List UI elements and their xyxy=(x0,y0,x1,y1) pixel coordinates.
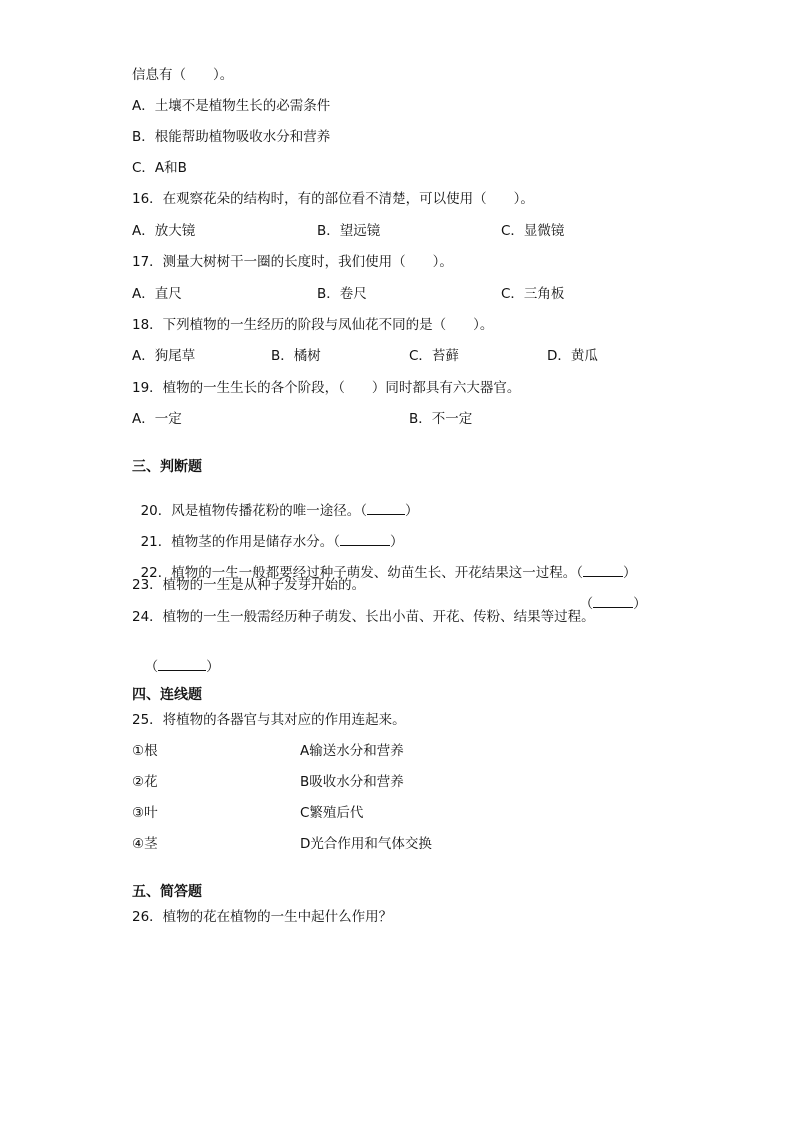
q15-option-b[interactable]: B．根能帮助植物吸收水分和营养 xyxy=(132,129,331,145)
q24-open: （ xyxy=(144,659,159,675)
q20-answer-blank[interactable] xyxy=(367,501,405,515)
q25-left-item[interactable]: ④茎 xyxy=(132,836,158,852)
q17-stem: 17．测量大树树干一圈的长度时，我们使用（ ）。 xyxy=(132,254,453,270)
q25-left-item[interactable]: ①根 xyxy=(132,743,158,759)
q17-option-c[interactable]: C．三角板 xyxy=(501,286,565,302)
q17-option-a[interactable]: A．直尺 xyxy=(132,286,182,302)
q18-option-d[interactable]: D．黄瓜 xyxy=(547,348,598,364)
q23-answer-blank[interactable] xyxy=(593,594,633,608)
q19-option-a[interactable]: A．一定 xyxy=(132,411,182,427)
q16-option-b[interactable]: B．望远镜 xyxy=(317,223,381,239)
section-4-title: 四、连线题 xyxy=(132,687,202,703)
q16-option-c[interactable]: C．显微镜 xyxy=(501,223,565,239)
q16-option-a[interactable]: A．放大镜 xyxy=(132,223,196,239)
section-5-title: 五、简答题 xyxy=(132,884,202,900)
q24-answer-blank[interactable] xyxy=(158,657,206,671)
q25-stem: 25．将植物的各器官与其对应的作用连起来。 xyxy=(132,712,406,728)
q17-option-b[interactable]: B．卷尺 xyxy=(317,286,367,302)
q19-option-b[interactable]: B．不一定 xyxy=(409,411,473,427)
q21-close: ） xyxy=(390,534,404,550)
q15-option-a[interactable]: A．土壤不是植物生长的必需条件 xyxy=(132,98,331,114)
q15-stem-tail: 信息有（ ）。 xyxy=(132,67,234,83)
q23-open: （ xyxy=(579,596,594,612)
q25-right-item[interactable]: B吸收水分和营养 xyxy=(300,774,404,790)
q24-close: ） xyxy=(206,659,220,675)
q25-left-item[interactable]: ②花 xyxy=(132,774,158,790)
q21-text: 21．植物茎的作用是储存水分。（ xyxy=(140,534,341,550)
q25-right-item[interactable]: A输送水分和营养 xyxy=(300,743,404,759)
q23-text: 23．植物的一生是从种子发芽开始的。 xyxy=(132,577,366,593)
q22-text: 22．植物的一生一般都要经过种子萌发、幼苗生长、开花结果这一过程。（ xyxy=(140,565,584,581)
q15-option-c[interactable]: C．A和B xyxy=(132,160,187,176)
q25-right-item[interactable]: C繁殖后代 xyxy=(300,805,364,821)
q24-text: 24．植物的一生一般需经历种子萌发、长出小苗、开花、传粉、结果等过程。 xyxy=(132,609,595,625)
q22-close: ） xyxy=(623,565,637,581)
q18-option-b[interactable]: B．橘树 xyxy=(271,348,321,364)
section-3-title: 三、判断题 xyxy=(132,459,202,475)
q16-stem: 16．在观察花朵的结构时，有的部位看不清楚，可以使用（ ）。 xyxy=(132,191,534,207)
q18-option-c[interactable]: C．苔藓 xyxy=(409,348,459,364)
q19-stem: 19．植物的一生生长的各个阶段，（ ）同时都具有六大器官。 xyxy=(132,380,521,396)
q25-left-item[interactable]: ③叶 xyxy=(132,805,158,821)
q26-stem: 26．植物的花在植物的一生中起什么作用？ xyxy=(132,909,393,925)
q18-stem: 18．下列植物的一生经历的阶段与凤仙花不同的是（ ）。 xyxy=(132,317,494,333)
q20-close: ） xyxy=(405,503,419,519)
q21-answer-blank[interactable] xyxy=(340,532,390,546)
q22-answer-blank[interactable] xyxy=(583,563,623,577)
q24-answer xyxy=(136,639,220,676)
q23-close: ） xyxy=(633,596,647,612)
q18-option-a[interactable]: A．狗尾草 xyxy=(132,348,196,364)
q25-right-item[interactable]: D光合作用和气体交换 xyxy=(300,836,432,852)
q20-text: 20．风是植物传播花粉的唯一途径。（ xyxy=(140,503,368,519)
